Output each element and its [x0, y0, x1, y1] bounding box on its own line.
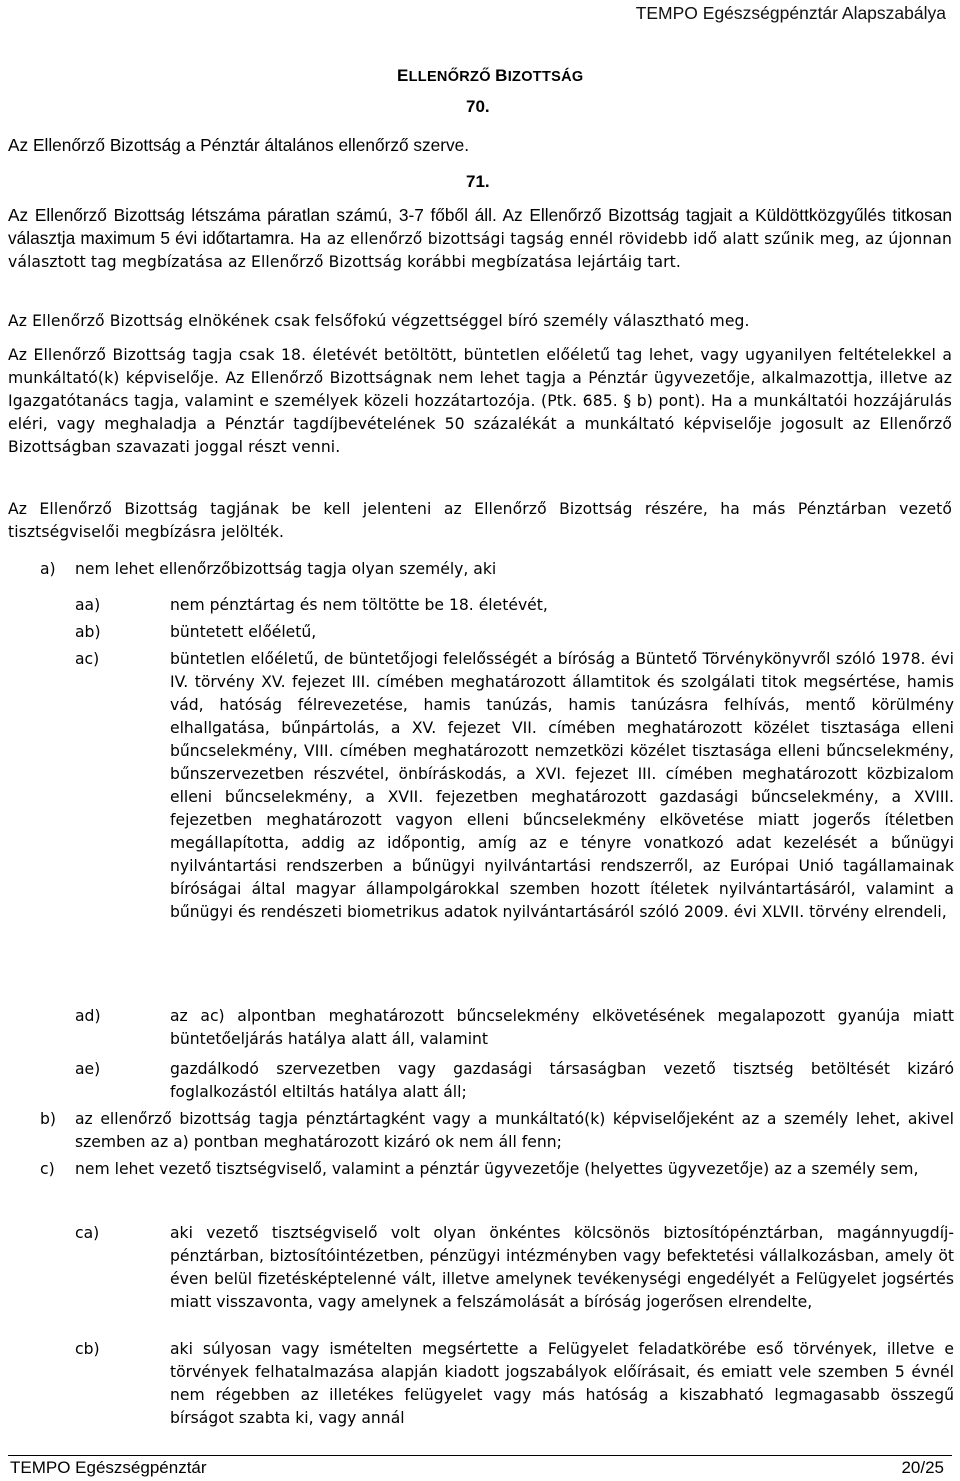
list-text-cb: aki súlyosan vagy ismételten megsértette a Felügyelet feladatkörébe eső törvények, illetve e törvények felhatalmazása alapján kiadott jogszabályok előírásait, és emiatt vele szemben 5 évnél nem régebben az illetékes felügyelet vagy más hatóság a kiszabható legmagasabb összegű bírságot szabta ki, vagy annál — [170, 1340, 954, 1427]
page-header: TEMPO Egészségpénztár Alapszabálya — [635, 3, 946, 23]
footer-rule — [8, 1455, 952, 1456]
list-label-c: c) — [40, 1160, 55, 1178]
list-text-c: nem lehet vezető tisztségviselő, valamint a pénztár ügyvezetője (helyettes ügyvezetője) az a személy sem, — [75, 1160, 919, 1178]
list-text-b: az ellenőrző bizottság tagja pénztártagként vagy a munkáltató(k) képviselőjeként az a személy lehet, akivel szemben az a) pontban meghatározott kizáró ok nem áll fenn; — [75, 1110, 954, 1151]
list-label-ae: ae) — [75, 1060, 101, 1078]
list-text-ad: az ac) alpontban meghatározott bűncselekmény elkövetésének megalapozott gyanúja miatt büntetőeljárás hatálya alatt áll, valamint — [170, 1007, 954, 1048]
article-number-71: 71. — [466, 172, 490, 191]
list-text-ac: büntetlen előéletű, de büntetőjogi felelősségét a bíróság a Büntető Törvénykönyvről szóló 1978. évi IV. törvény XV. fejezet III. címében meghatározott államtitok és szolgálati titok megsértése, hamis vád, hatóság félrevezetése, hamis tanúzás, hamis tanúzásra felhívás, mentő körülmény elhallgatása, bűnpártolás, a XV. fejezet VII. címében meghatározott közélet tisztasága elleni bűncselekmény, VIII. címében meghatározott nemzetközi közélet tisztasága elleni bűncselekmény, bűnszervezetben részvétel, önbíráskodás, a XVI. fejezet III. címében meghatározott közbizalom elleni bűncselekmény, a XVII. fejezetben meghatározott gazdasági bűncselekmény, a XVIII. fejezetben meghatározott vagyon elleni bűncselekmény elkövetése miatt jogerős ítéletben megállapította, addig az időpontig, amíg az e tényre vonatkozó adat kezelését a bűnügyi nyilvántartási rendszerben a bűnügyi nyilvántartási rendszerről, az Európai Unió tagállamainak bíróságai által magyar állampolgárokkal szemben hozott ítéletek nyilvántartásáról, valamint a bűnügyi és rendészeti biometrikus adatok nyilvántartásáról szóló 2009. évi XLVII. törvény elrendeli, — [170, 650, 954, 921]
article-number-70: 70. — [466, 97, 490, 116]
list-label-ca: ca) — [75, 1224, 100, 1242]
paragraph-chair: Az Ellenőrző Bizottság elnökének csak felsőfokú végzettséggel bíró személy választható meg. — [8, 312, 750, 330]
list-label-ac: ac) — [75, 650, 100, 668]
section-title: ELLENŐRZŐ BIZOTTSÁG — [397, 66, 584, 85]
list-label-ad: ad) — [75, 1007, 101, 1025]
list-text-a: nem lehet ellenőrzőbizottság tagja olyan személy, aki — [75, 560, 497, 578]
list-label-b: b) — [40, 1110, 56, 1128]
list-label-a: a) — [40, 560, 56, 578]
paragraph-report: Az Ellenőrző Bizottság tagjának be kell jelenteni az Ellenőrző Bizottság részére, ha más Pénztárban vezető tisztségviselői megbízásra jelölték. — [8, 500, 952, 541]
list-label-ab: ab) — [75, 623, 101, 641]
paragraph-70: Az Ellenőrző Bizottság a Pénztár általános ellenőrző szerve. — [8, 135, 470, 155]
list-label-cb: cb) — [75, 1340, 100, 1358]
paragraph-71: Az Ellenőrző Bizottság létszáma páratlan számú, 3-7 főből áll. Az Ellenőrző Bizottság tagjait a Küldöttközgyűlés titkosan választja maximum 5 évi időtartamra. Ha az ellenőrző bizottsági tagság ennél rövidebb idő alatt szűnik meg, az újonnan választott tag megbízatása az Ellenőrző Bizottság korábbi megbízatása lejártáig tart. — [8, 205, 952, 271]
list-text-ca: aki vezető tisztségviselő volt olyan önkéntes kölcsönös biztosítópénztárban, magánnyugdíj-pénztárban, biztosítóintézetben, pénzügyi intézményben vagy befektetési vállalkozásban, amely öt éven belül fizetésképtelenné vált, illetve amelynek tevékenységi engedélyét a Felügyelet jogsértés miatt visszavonta, vagy amelynek a felszámolását a bíróság jogerősen elrendelte, — [170, 1224, 954, 1311]
list-text-ab: büntetett előéletű, — [170, 623, 317, 641]
paragraph-member: Az Ellenőrző Bizottság tagja csak 18. életévét betöltött, büntetlen előéletű tag lehet, vagy ugyanilyen feltételekkel a munkáltató(k) képviselője. Az Ellenőrző Bizottságnak nem lehet tagja a Pénztár ügyvezetője, alkalmazottja, illetve az Igazgatótanács tagja, valamint e személyek közeli hozzátartozója. (Ptk. 685. § b) pont). Ha a munkáltatói hozzájárulás eléri, vagy meghaladja a Pénztár tagdíjbevételének 50 százalékát a munkáltató képviselője jogosult az Ellenőrző Bizottságban szavazati joggal részt venni. — [8, 346, 952, 456]
list-text-aa: nem pénztártag és nem töltötte be 18. életévét, — [170, 596, 548, 614]
page-number: 20/25 — [901, 1458, 944, 1477]
list-label-aa: aa) — [75, 596, 101, 614]
footer-left: TEMPO Egészségpénztár — [10, 1458, 207, 1477]
list-text-ae: gazdálkodó szervezetben vagy gazdasági társaságban vezető tisztség betöltését kizáró foglalkozástól eltiltás hatálya alatt áll; — [170, 1060, 954, 1101]
